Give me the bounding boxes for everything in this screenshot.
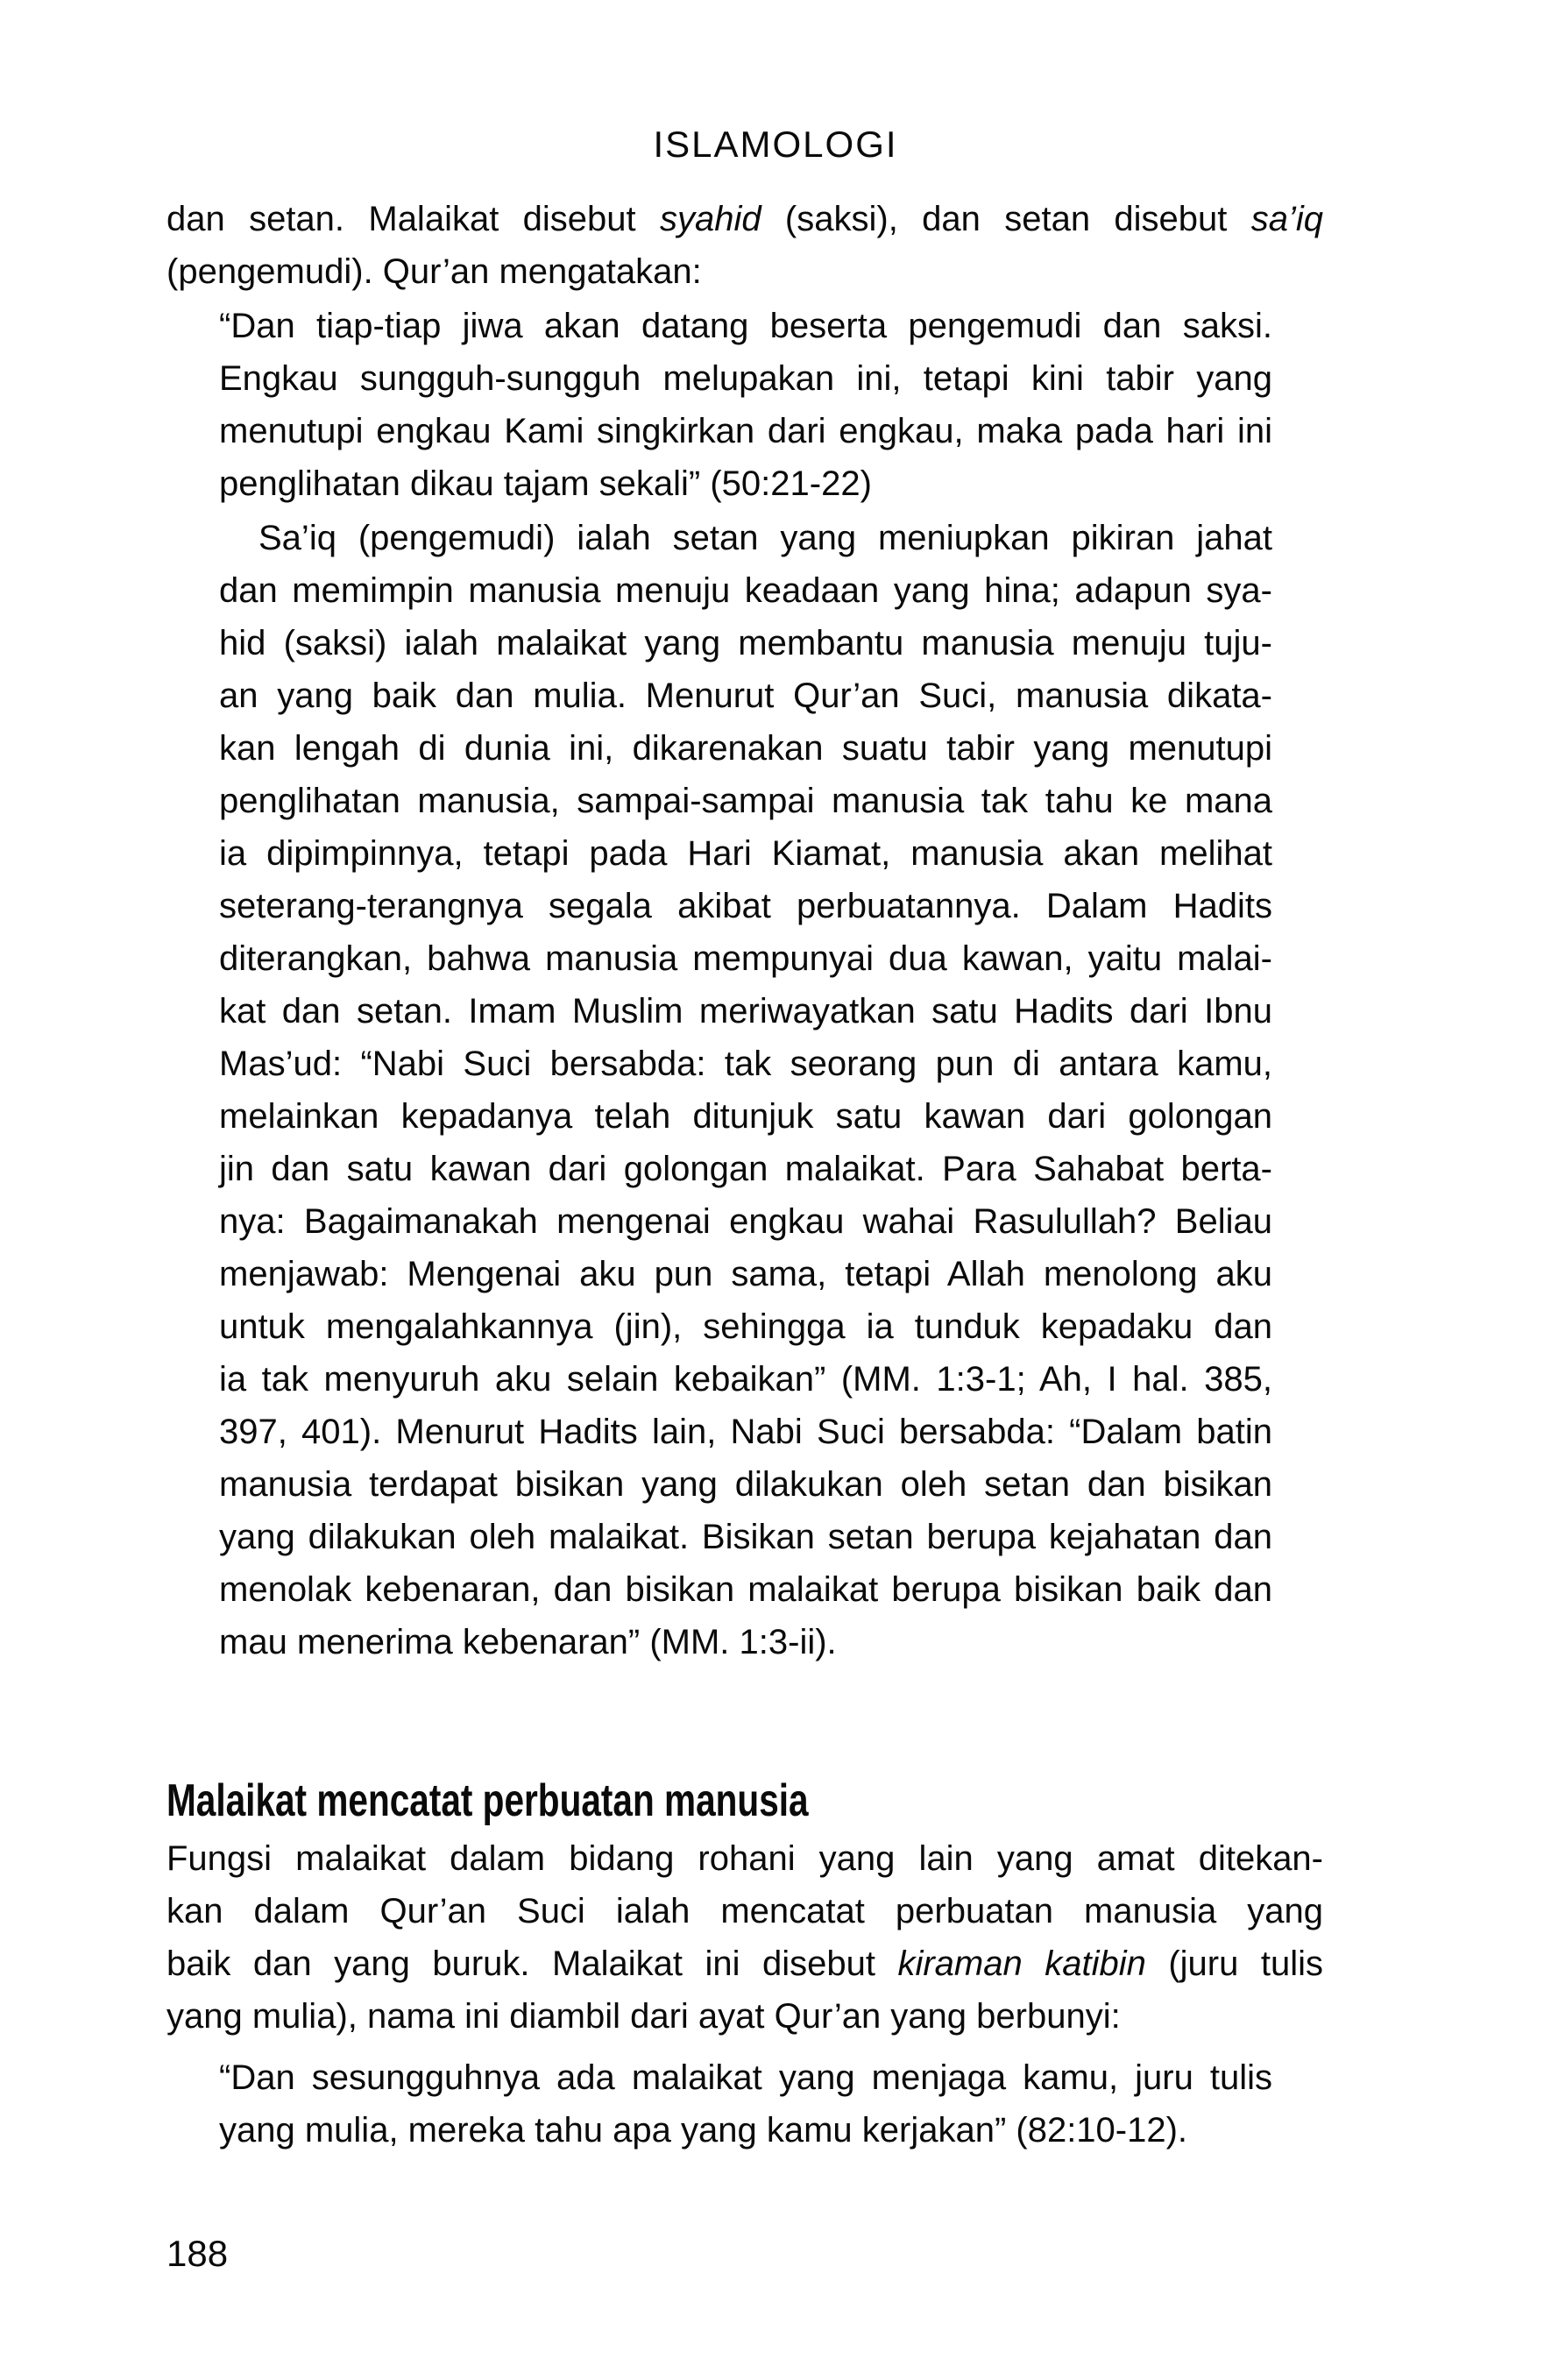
text-line: manusia terdapat bisikan yang dilakukan oleh setan dan bisikan bbox=[219, 1465, 1272, 1504]
text-line: 397, 401). Menurut Hadits lain, Nabi Suci bersabda: “Dalam batin bbox=[219, 1413, 1272, 1451]
text-line: an yang baik dan mulia. Menurut Qur’an Suci, manusia dikata- bbox=[219, 676, 1272, 715]
text-line: menolak kebenaran, dan bisikan malaikat berupa bisikan baik dan bbox=[219, 1570, 1272, 1609]
italic-term: syahid bbox=[659, 200, 761, 238]
text-line: melainkan kepadanya telah ditunjuk satu kawan dari golongan bbox=[219, 1097, 1272, 1136]
text-line: nya: Bagaimanakah mengenai engkau wahai Rasulullah? Beliau bbox=[219, 1202, 1272, 1241]
section-heading bbox=[166, 1769, 1323, 1832]
text-line: hid (saksi) ialah malaikat yang membantu manusia menuju tuju- bbox=[219, 624, 1272, 662]
text-line: untuk mengalahkannya (jin), sehingga ia tunduk kepadaku dan bbox=[219, 1307, 1272, 1346]
text-line: kan dalam Qur’an Suci ialah mencatat perbuatan manusia yang bbox=[166, 1892, 1323, 1930]
text-line: dan memimpin manusia menuju keadaan yang hina; adapun sya- bbox=[219, 571, 1272, 610]
text-line: ia dipimpinnya, tetapi pada Hari Kiamat, manusia akan melihat bbox=[219, 834, 1272, 873]
text-line: Engkau sungguh-sungguh melupakan ini, tetapi kini tabir yang bbox=[219, 359, 1272, 398]
text-line: Fungsi malaikat dalam bidang rohani yang lain yang amat ditekan- bbox=[166, 1839, 1323, 1878]
text-line: Sa’iq (pengemudi) ialah setan yang meniupkan pikiran jahat bbox=[258, 519, 1272, 557]
text-line: “Dan sesungguhnya ada malaikat yang menjaga kamu, juru tulis bbox=[219, 2058, 1272, 2097]
paragraph bbox=[219, 512, 1272, 1668]
blockquote bbox=[219, 300, 1272, 510]
text-column bbox=[166, 193, 1323, 2157]
text-line: jin dan satu kawan dari golongan malaikat. Para Sahabat berta- bbox=[219, 1150, 1272, 1188]
text-line: Mas’ud: “Nabi Suci bersabda: tak seorang pun di antara kamu, bbox=[219, 1045, 1272, 1083]
text-line: diterangkan, bahwa manusia mempunyai dua kawan, yaitu malai- bbox=[219, 939, 1272, 978]
text-line: (pengemudi). Qur’an mengatakan: bbox=[166, 252, 702, 291]
text-line: menjawab: Mengenai aku pun sama, tetapi Allah menolong aku bbox=[219, 1255, 1272, 1293]
text-line: seterang-terangnya segala akibat perbuatannya. Dalam Hadits bbox=[219, 887, 1272, 925]
text-line: baik dan yang buruk. Malaikat ini disebut kiraman katibin (juru tulis bbox=[166, 1944, 1323, 1983]
text-line: dan setan. Malaikat disebut syahid (saksi), dan setan disebut sa’iq bbox=[166, 200, 1323, 238]
text-line: yang mulia), nama ini diambil dari ayat Qur’an yang berbunyi: bbox=[166, 1997, 1121, 2036]
text-line: ia tak menyuruh aku selain kebaikan” (MM. 1:3-1; Ah, I hal. 385, bbox=[219, 1360, 1272, 1399]
text-line: mau menerima kebenaran” (MM. 1:3-ii). bbox=[219, 1623, 837, 1661]
text-line: kat dan setan. Imam Muslim meriwayatkan satu Hadits dari Ibnu bbox=[219, 992, 1272, 1031]
text-line: penglihatan dikau tajam sekali” (50:21-22) bbox=[219, 464, 872, 503]
text-line: yang mulia, mereka tahu apa yang kamu kerjakan” (82:10-12). bbox=[219, 2111, 1188, 2150]
text-line: penglihatan manusia, sampai-sampai manusia tak tahu ke mana bbox=[219, 782, 1272, 820]
italic-term: kiraman katibin bbox=[897, 1944, 1146, 1983]
text-line: “Dan tiap-tiap jiwa akan datang beserta pengemudi dan saksi. bbox=[219, 307, 1272, 345]
section-heading-text: Malaikat mencatat perbuatan manusia bbox=[166, 1775, 809, 1826]
text-line: menutupi engkau Kami singkirkan dari engkau, maka pada hari ini bbox=[219, 412, 1272, 450]
text-line: yang dilakukan oleh malaikat. Bisikan setan berupa kejahatan dan bbox=[219, 1518, 1272, 1556]
blockquote bbox=[219, 2051, 1272, 2157]
paragraph bbox=[166, 1832, 1323, 2043]
page-number: 188 bbox=[166, 2233, 229, 2274]
running-header: ISLAMOLOGI bbox=[653, 124, 898, 165]
paragraph bbox=[166, 193, 1323, 298]
text-line: kan lengah di dunia ini, dikarenakan suatu tabir yang menutupi bbox=[219, 729, 1272, 768]
italic-term: sa’iq bbox=[1250, 200, 1323, 238]
